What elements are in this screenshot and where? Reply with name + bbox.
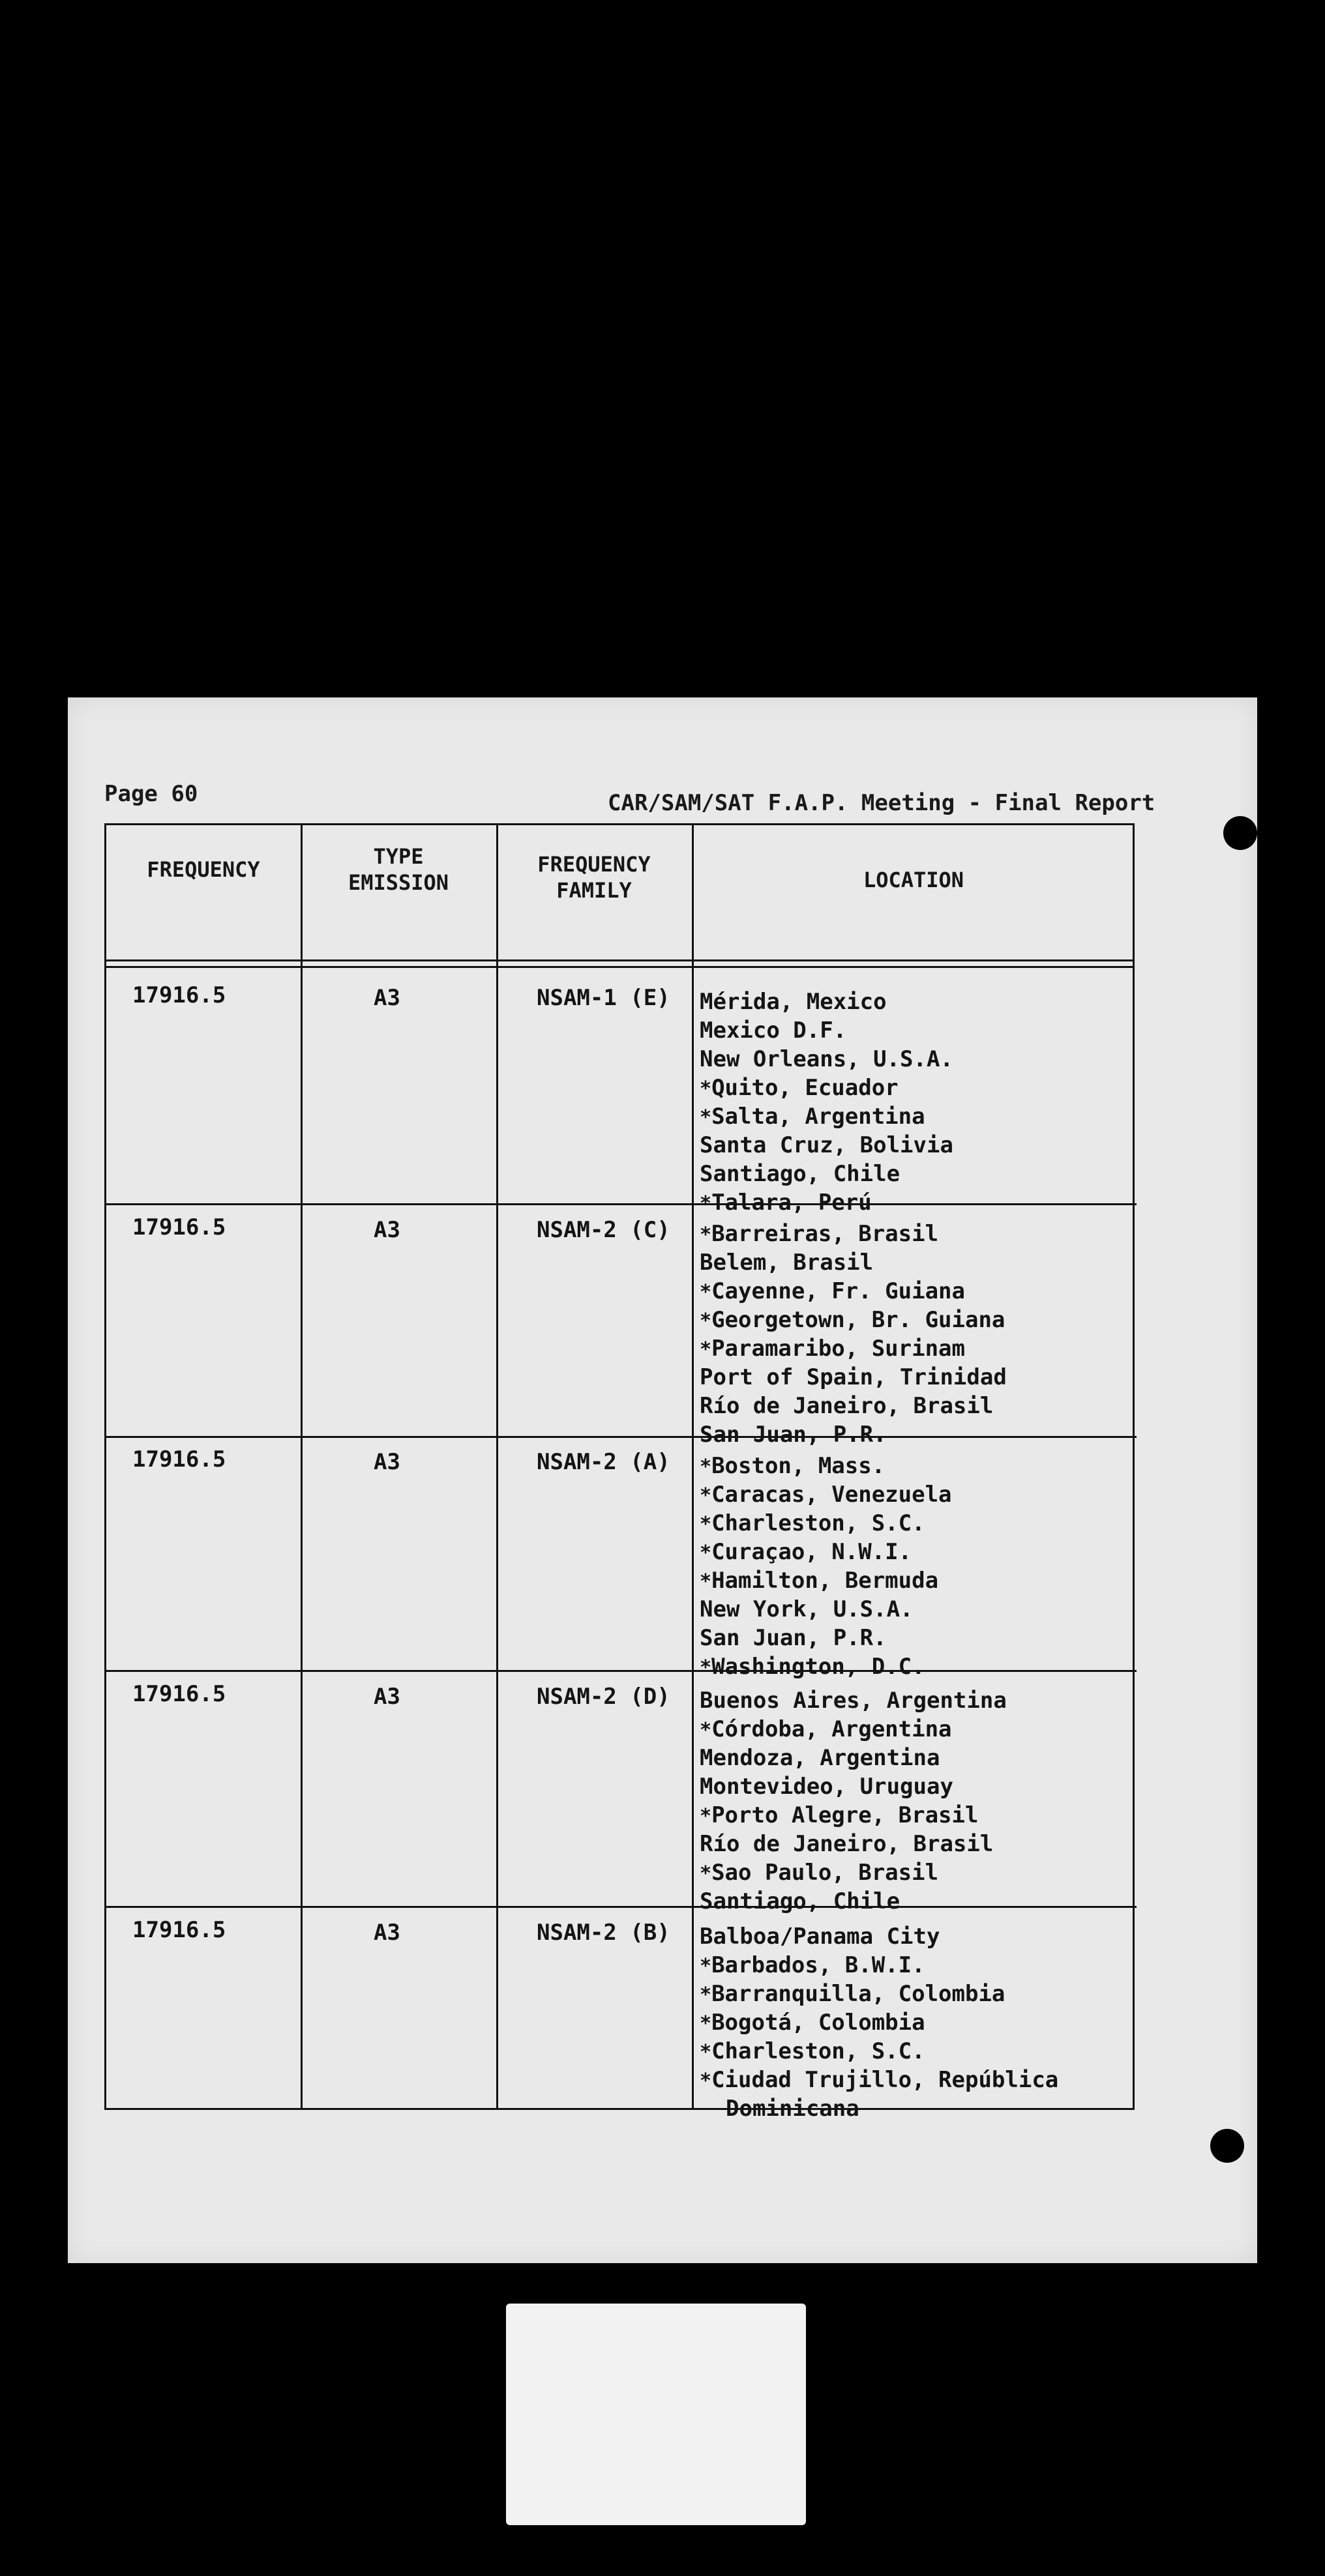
location-item: *Quito, Ecuador [700,1075,899,1101]
family-value: NSAM-2 (D) [537,1684,670,1710]
location-item: *Charleston, S.C. [700,2038,925,2064]
row-divider [106,1203,1137,1205]
location-item: *Talara, Perú [700,1190,872,1216]
note-asterisk: * [700,1192,712,1215]
location-item: *Caracas, Venezuela [700,1482,952,1508]
emission-value: A3 [374,1449,400,1475]
location-item: Mérida, Mexico [700,989,887,1015]
emission-value: A3 [374,1217,400,1243]
location-item: *Porto Alegre, Brasil [700,1802,979,1828]
report-title: CAR/SAM/SAT F.A.P. Meeting - Final Report [608,790,1155,816]
binder-hole-bottom [1210,2129,1244,2163]
note-asterisk: * [700,1570,712,1593]
location-list [700,1452,952,1682]
note-asterisk: * [700,1338,712,1361]
note-asterisk: * [700,1223,712,1246]
family-value: NSAM-2 (B) [537,1920,670,1946]
location-item: Mendoza, Argentina [700,1745,940,1771]
location-item: Balboa/Panama City [700,1924,940,1950]
location-item: *Curaçao, N.W.I. [700,1539,912,1565]
location-item: Port of Spain, Trinidad [700,1364,1007,1390]
header-type-emission: TYPE EMISSION [348,844,449,895]
location-item: Santiago, Chile [700,1161,901,1187]
location-list [700,1220,1007,1450]
location-item: *Georgetown, Br. Guiana [700,1307,1005,1333]
location-item: New York, U.S.A. [700,1596,914,1622]
family-value: NSAM-1 (E) [537,985,670,1011]
location-item: *Bogotá, Colombia [700,2010,925,2036]
column-divider [692,825,694,2108]
note-asterisk: * [700,1310,712,1332]
location-item: Río de Janeiro, Brasil [700,1831,994,1857]
frequency-value: 17916.5 [132,1917,226,1943]
location-item: *Washington, D.C. [700,1654,925,1680]
emission-value: A3 [374,1684,400,1710]
column-divider [496,825,498,2108]
frequency-value: 17916.5 [132,1681,226,1707]
note-asterisk: * [700,2070,712,2092]
note-asterisk: * [700,1106,712,1129]
location-item: *Barbados, B.W.I. [700,1952,925,1978]
location-item: *Cayenne, Fr. Guiana [700,1278,965,1304]
location-item: *Salta, Argentina [700,1104,925,1130]
family-value: NSAM-2 (C) [537,1217,670,1243]
location-item: Dominicana [726,2096,859,2122]
note-asterisk: * [700,1542,712,1564]
location-item: Belem, Brasil [700,1250,874,1276]
location-item: *Barreiras, Brasil [700,1221,939,1247]
note-asterisk: * [700,2041,712,2064]
header-location: LOCATION [863,868,964,892]
location-item: San Juan, P.R. [700,1625,887,1651]
location-item: Santa Cruz, Bolivia [700,1132,953,1158]
emission-value: A3 [374,1920,400,1946]
frequency-value: 17916.5 [132,1446,226,1472]
note-asterisk: * [700,1484,712,1507]
frequency-table [104,823,1135,2122]
header-frequency: FREQUENCY [147,857,260,882]
frequency-value: 17916.5 [132,982,226,1008]
page-number: Page 60 [104,781,198,807]
location-item: Río de Janeiro, Brasil [700,1393,994,1419]
location-item: Santiago, Chile [700,1888,901,1914]
column-divider [301,825,303,2108]
location-list [700,1923,1058,2124]
location-item: *Charleston, S.C. [700,1510,925,1536]
note-asterisk: * [700,1656,712,1679]
location-item: Montevideo, Uruguay [700,1774,953,1800]
note-asterisk: * [700,1077,712,1100]
header-frequency-family: FREQUENCY FAMILY [537,852,651,903]
location-item: *Boston, Mass. [700,1453,886,1479]
location-item: *Córdoba, Argentina [700,1716,952,1742]
header-rule [106,959,1133,961]
location-list [700,1687,1007,1916]
note-asterisk: * [700,1719,712,1742]
emission-value: A3 [374,985,400,1011]
location-list [700,988,953,1218]
location-item: San Juan, P.R. [700,1422,887,1448]
family-value: NSAM-2 (A) [537,1449,670,1475]
note-asterisk: * [700,1281,712,1304]
location-item: *Barranquilla, Colombia [700,1981,1005,2007]
row-divider [106,1670,1137,1672]
location-item: *Sao Paulo, Brasil [700,1860,939,1886]
location-item: *Ciudad Trujillo, República [700,2067,1059,2093]
document-page [68,697,1257,2263]
note-asterisk: * [700,1955,712,1978]
location-item: *Paramaribo, Surinam [700,1336,965,1362]
location-item: *Hamilton, Bermuda [700,1568,939,1594]
note-asterisk: * [700,2012,712,2035]
header-rule [106,966,1133,968]
binder-hole-top [1223,816,1257,850]
frequency-value: 17916.5 [132,1214,226,1240]
blank-paper-slip [506,2304,806,2525]
location-item: New Orleans, U.S.A. [700,1046,953,1072]
location-item: Mexico D.F. [700,1017,847,1044]
note-asterisk: * [700,1513,712,1536]
note-asterisk: * [700,1862,712,1885]
note-asterisk: * [700,1983,712,2006]
note-asterisk: * [700,1456,712,1478]
note-asterisk: * [700,1805,712,1828]
location-item: Buenos Aires, Argentina [700,1688,1007,1714]
